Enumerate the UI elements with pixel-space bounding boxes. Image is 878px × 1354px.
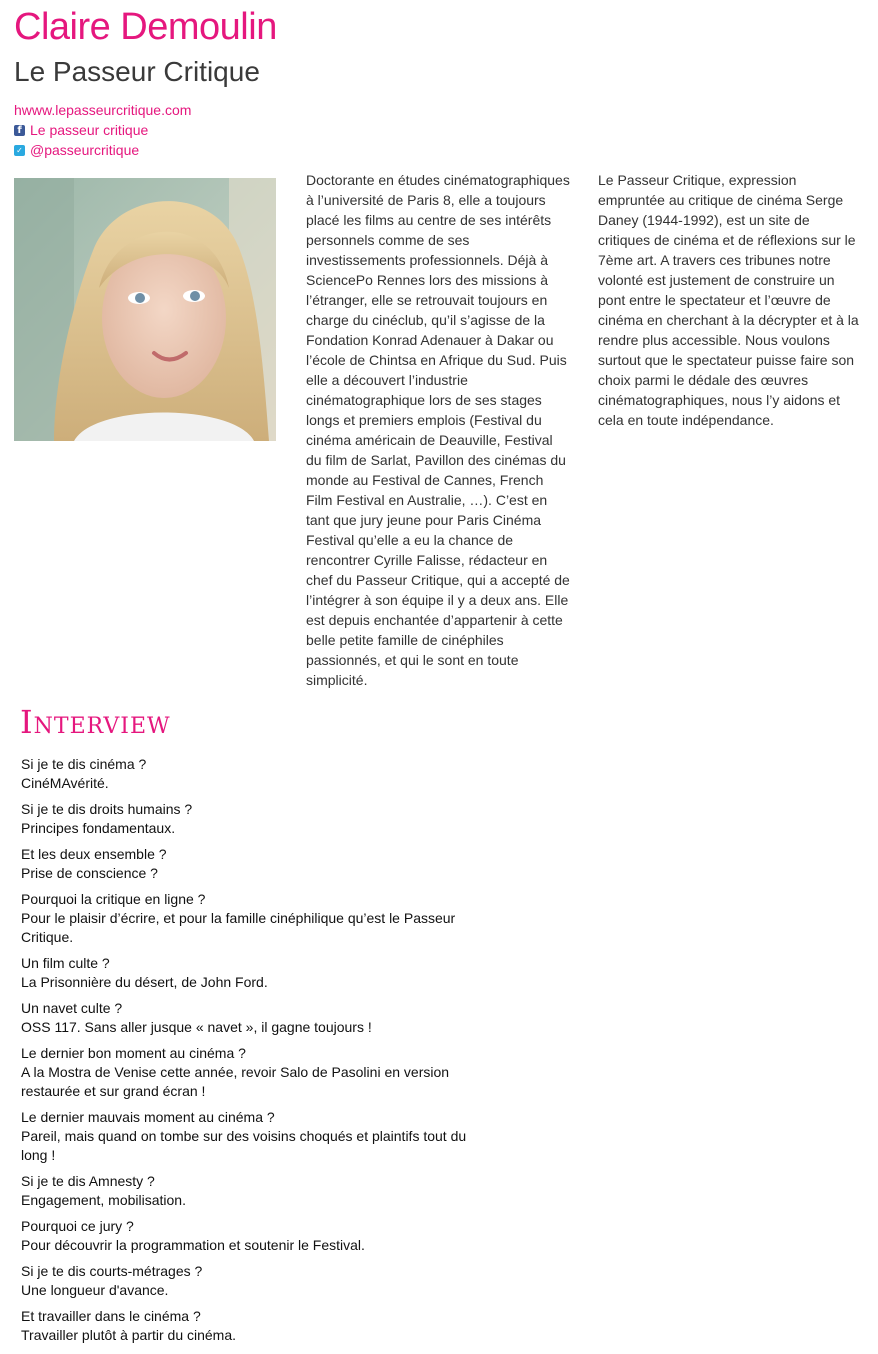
answer: Pour découvrir la programmation et soutenir le Festival. — [21, 1237, 365, 1253]
facebook-link-label: Le passeur critique — [30, 122, 149, 138]
answer: Travailler plutôt à partir du cinéma. — [21, 1327, 237, 1343]
qa-item — [21, 1172, 481, 1210]
question: Le dernier bon moment au cinéma ? — [21, 1045, 246, 1061]
question: Pourquoi ce jury ? — [21, 1218, 134, 1234]
qa-item — [21, 845, 481, 883]
answer: La Prisonnière du désert, de John Ford. — [21, 974, 268, 990]
twitter-icon: ✓ — [14, 145, 25, 156]
question: Si je te dis cinéma ? — [21, 756, 147, 772]
question: Un navet culte ? — [21, 1000, 123, 1016]
qa-item — [21, 1108, 481, 1165]
answer: Une longueur d'avance. — [21, 1282, 169, 1298]
interview-list — [21, 755, 481, 1352]
site-title: Le Passeur Critique — [14, 56, 260, 87]
bio-column-left: Doctorante en études cinématographiques à l’université de Paris 8, elle a toujours placé les films au centre de ses intérêts personnels comme de ses investissements professionnels. Déjà à SciencePo Rennes lors des missions à l’étranger, elle se retrouvait toujours en charge du cinéclub, qu’il s’agisse de la Fondation Konrad Adenauer à Dakar ou l’école de Chintsa en Afrique du Sud. Puis elle a découvert l’industrie cinématographique lors de ses stages longs et premiers emplois (Festival du cinéma américain de Deauville, Festival du film de Sarlat, Pavillon des cinémas du monde au Festival de Cannes, French Film Festival en Australie, …). C’est en tant que jury jeune pour Paris Cinéma Festival qu’elle a eu la chance de rencontrer Cyrille Falisse, rédacteur en chef du Passeur Critique, qui a accepté de l’intégrer à son équipe il y a deux ans. Elle est depuis enchantée d’appartenir à cette belle petite famille de cinéphiles passionnés, et qui le sont en toute simplicité. — [306, 172, 570, 688]
question: Et les deux ensemble ? — [21, 846, 167, 862]
question: Pourquoi la critique en ligne ? — [21, 891, 206, 907]
answer: Pour le plaisir d’écrire, et pour la famille cinéphilique qu’est le Passeur Critique. — [21, 910, 456, 945]
question: Si je te dis droits humains ? — [21, 801, 193, 817]
qa-item — [21, 755, 481, 793]
twitter-link[interactable] — [14, 140, 191, 160]
answer: A la Mostra de Venise cette année, revoir Salo de Pasolini en version restaurée et sur grand écran ! — [21, 1064, 450, 1099]
qa-item — [21, 954, 481, 992]
qa-item — [21, 1262, 481, 1300]
qa-item — [21, 999, 481, 1037]
answer: Pareil, mais quand on tombe sur des voisins choqués et plaintifs tout du long ! — [21, 1128, 467, 1163]
twitter-link-label: @passeurcritique — [30, 142, 140, 158]
question: Un film culte ? — [21, 955, 110, 971]
answer: Prise de conscience ? — [21, 865, 158, 881]
website-link-label: hwww.lepasseurcritique.com — [14, 102, 192, 118]
qa-item — [21, 1307, 481, 1345]
question: Le dernier mauvais moment au cinéma ? — [21, 1109, 275, 1125]
question: Et travailler dans le cinéma ? — [21, 1308, 201, 1324]
qa-item — [21, 800, 481, 838]
answer: OSS 117. Sans aller jusque « navet », il gagne toujours ! — [21, 1019, 372, 1035]
interview-heading: Interview — [20, 703, 171, 741]
website-link[interactable] — [14, 100, 191, 120]
person-name: Claire Demoulin — [14, 6, 277, 48]
bio-column-right: Le Passeur Critique, expression empruntée au critique de cinéma Serge Daney (1944-1992), est un site de critiques de cinéma et de réflexions sur le 7ème art. A travers ces tribunes notre volonté est justement de construire un pont entre le spectateur et l’œuvre de cinéma en cherchant à la décrypter et à la rendre plus accessible. Nous voulons surtout que le spectateur puisse faire son choix parmi le dédale des œuvres cinématographiques, nous l’y aidons et cela en toute indépendance. — [598, 172, 859, 428]
answer: Engagement, mobilisation. — [21, 1192, 186, 1208]
portrait-photo — [14, 178, 276, 441]
answer: Principes fondamentaux. — [21, 820, 176, 836]
contact-links — [14, 100, 191, 160]
question: Si je te dis Amnesty ? — [21, 1173, 155, 1189]
facebook-link[interactable] — [14, 120, 191, 140]
qa-item — [21, 890, 481, 947]
question: Si je te dis courts-métrages ? — [21, 1263, 203, 1279]
qa-item — [21, 1044, 481, 1101]
answer: CinéMAvérité. — [21, 775, 109, 791]
qa-item — [21, 1217, 481, 1255]
facebook-icon: f — [14, 125, 25, 136]
